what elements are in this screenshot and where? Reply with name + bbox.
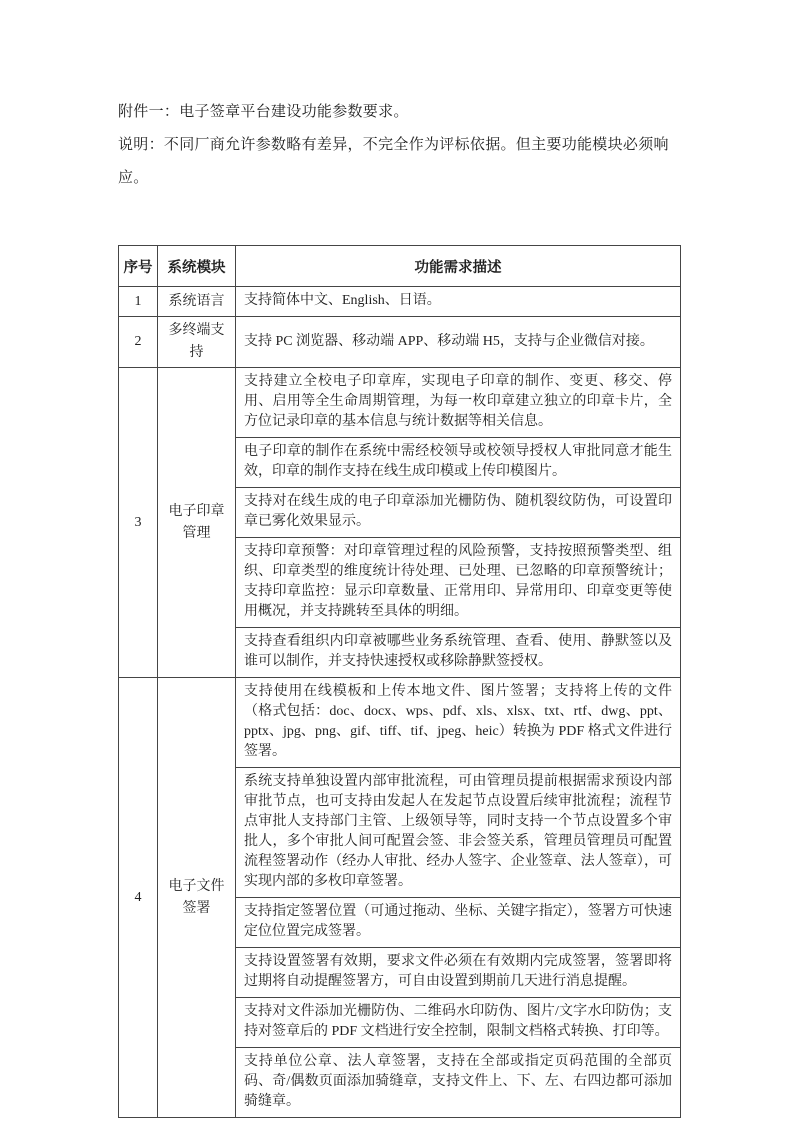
description-cell: 支持使用在线模板和上传本地文件、图片签署；支持将上传的文件（格式包括：doc、docx、wps、pdf、xls、xlsx、txt、rtf、dwg、ppt、pptx、jpg、png、gif、tiff、tif、jpeg、heic）转换为 PDF 格式文件进行签署。 — [236, 678, 681, 768]
description-cell: 支持 PC 浏览器、移动端 APP、移动端 H5，支持与企业微信对接。 — [236, 317, 681, 368]
requirements-table-body — [119, 287, 681, 1118]
description-cell: 电子印章的制作在系统中需经校领导或校领导授权人审批同意才能生效，印章的制作支持在线生成印模或上传印模图片。 — [236, 438, 681, 488]
row-number-cell: 2 — [119, 317, 158, 368]
row-number-cell: 1 — [119, 287, 158, 317]
description-cell: 支持简体中文、English、日语。 — [236, 287, 681, 317]
description-cell: 支持印章预警：对印章管理过程的风险预警，支持按照预警类型、组织、印章类型的维度统计待处理、已处理、已忽略的印章预警统计；支持印章监控：显示印章数量、正常用印、异常用印、印章变更等使用概况，并支持跳转至具体的明细。 — [236, 538, 681, 628]
module-cell: 电子印章管理 — [158, 368, 236, 678]
description-cell: 支持对文件添加光栅防伪、二维码水印防伪、图片/文字水印防伪；支持对签章后的 PDF 文档进行安全控制，限制文档格式转换、打印等。 — [236, 998, 681, 1048]
module-cell: 多终端支持 — [158, 317, 236, 368]
table-row — [119, 317, 681, 368]
description-cell: 支持建立全校电子印章库，实现电子印章的制作、变更、移交、停用、启用等全生命周期管理，为每一枚印章建立独立的印章卡片，全方位记录印章的基本信息与统计数据等相关信息。 — [236, 368, 681, 438]
col-header-module: 系统模块 — [158, 246, 236, 287]
row-number-cell: 3 — [119, 368, 158, 678]
description-cell: 支持设置签署有效期，要求文件必须在有效期内完成签署，签署即将过期将自动提醒签署方，可自由设置到期前几天进行消息提醒。 — [236, 948, 681, 998]
description-cell: 支持指定签署位置（可通过拖动、坐标、关键字指定），签署方可快速定位位置完成签署。 — [236, 898, 681, 948]
intro-block — [118, 96, 680, 195]
table-row — [119, 287, 681, 317]
module-cell: 电子文件签署 — [158, 678, 236, 1118]
requirements-table — [118, 245, 681, 1118]
description-cell: 支持单位公章、法人章签署，支持在全部或指定页码范围的全部页码、奇/偶数页面添加骑缝章，支持文件上、下、左、右四边都可添加骑缝章。 — [236, 1048, 681, 1118]
module-cell: 系统语言 — [158, 287, 236, 317]
description-cell: 支持对在线生成的电子印章添加光栅防伪、随机裂纹防伪，可设置印章已雾化效果显示。 — [236, 488, 681, 538]
description-cell: 系统支持单独设置内部审批流程，可由管理员提前根据需求预设内部审批节点，也可支持由发起人在发起节点设置后续审批流程；流程节点审批人支持部门主管、上级领导等，同时支持一个节点设置多个审批人，多个审批人间可配置会签、非会签关系，管理员管理员可配置流程签署动作（经办人审批、经办人签字、企业签章、法人签章），可实现内部的多枚印章签署。 — [236, 768, 681, 898]
table-row — [119, 368, 681, 438]
table-header-row — [119, 246, 681, 287]
description-cell: 支持查看组织内印章被哪些业务系统管理、查看、使用、静默签以及谁可以制作，并支持快速授权或移除静默签授权。 — [236, 628, 681, 678]
document-page — [118, 96, 680, 1118]
col-header-no: 序号 — [119, 246, 158, 287]
row-number-cell: 4 — [119, 678, 158, 1118]
attachment-title: 附件一：电子签章平台建设功能参数要求。 — [118, 104, 409, 120]
table-row — [119, 678, 681, 768]
note-paragraph: 说明：不同厂商允许参数略有差异，不完全作为评标依据。但主要功能模块必须响应。 — [118, 137, 669, 186]
col-header-description: 功能需求描述 — [236, 246, 681, 287]
